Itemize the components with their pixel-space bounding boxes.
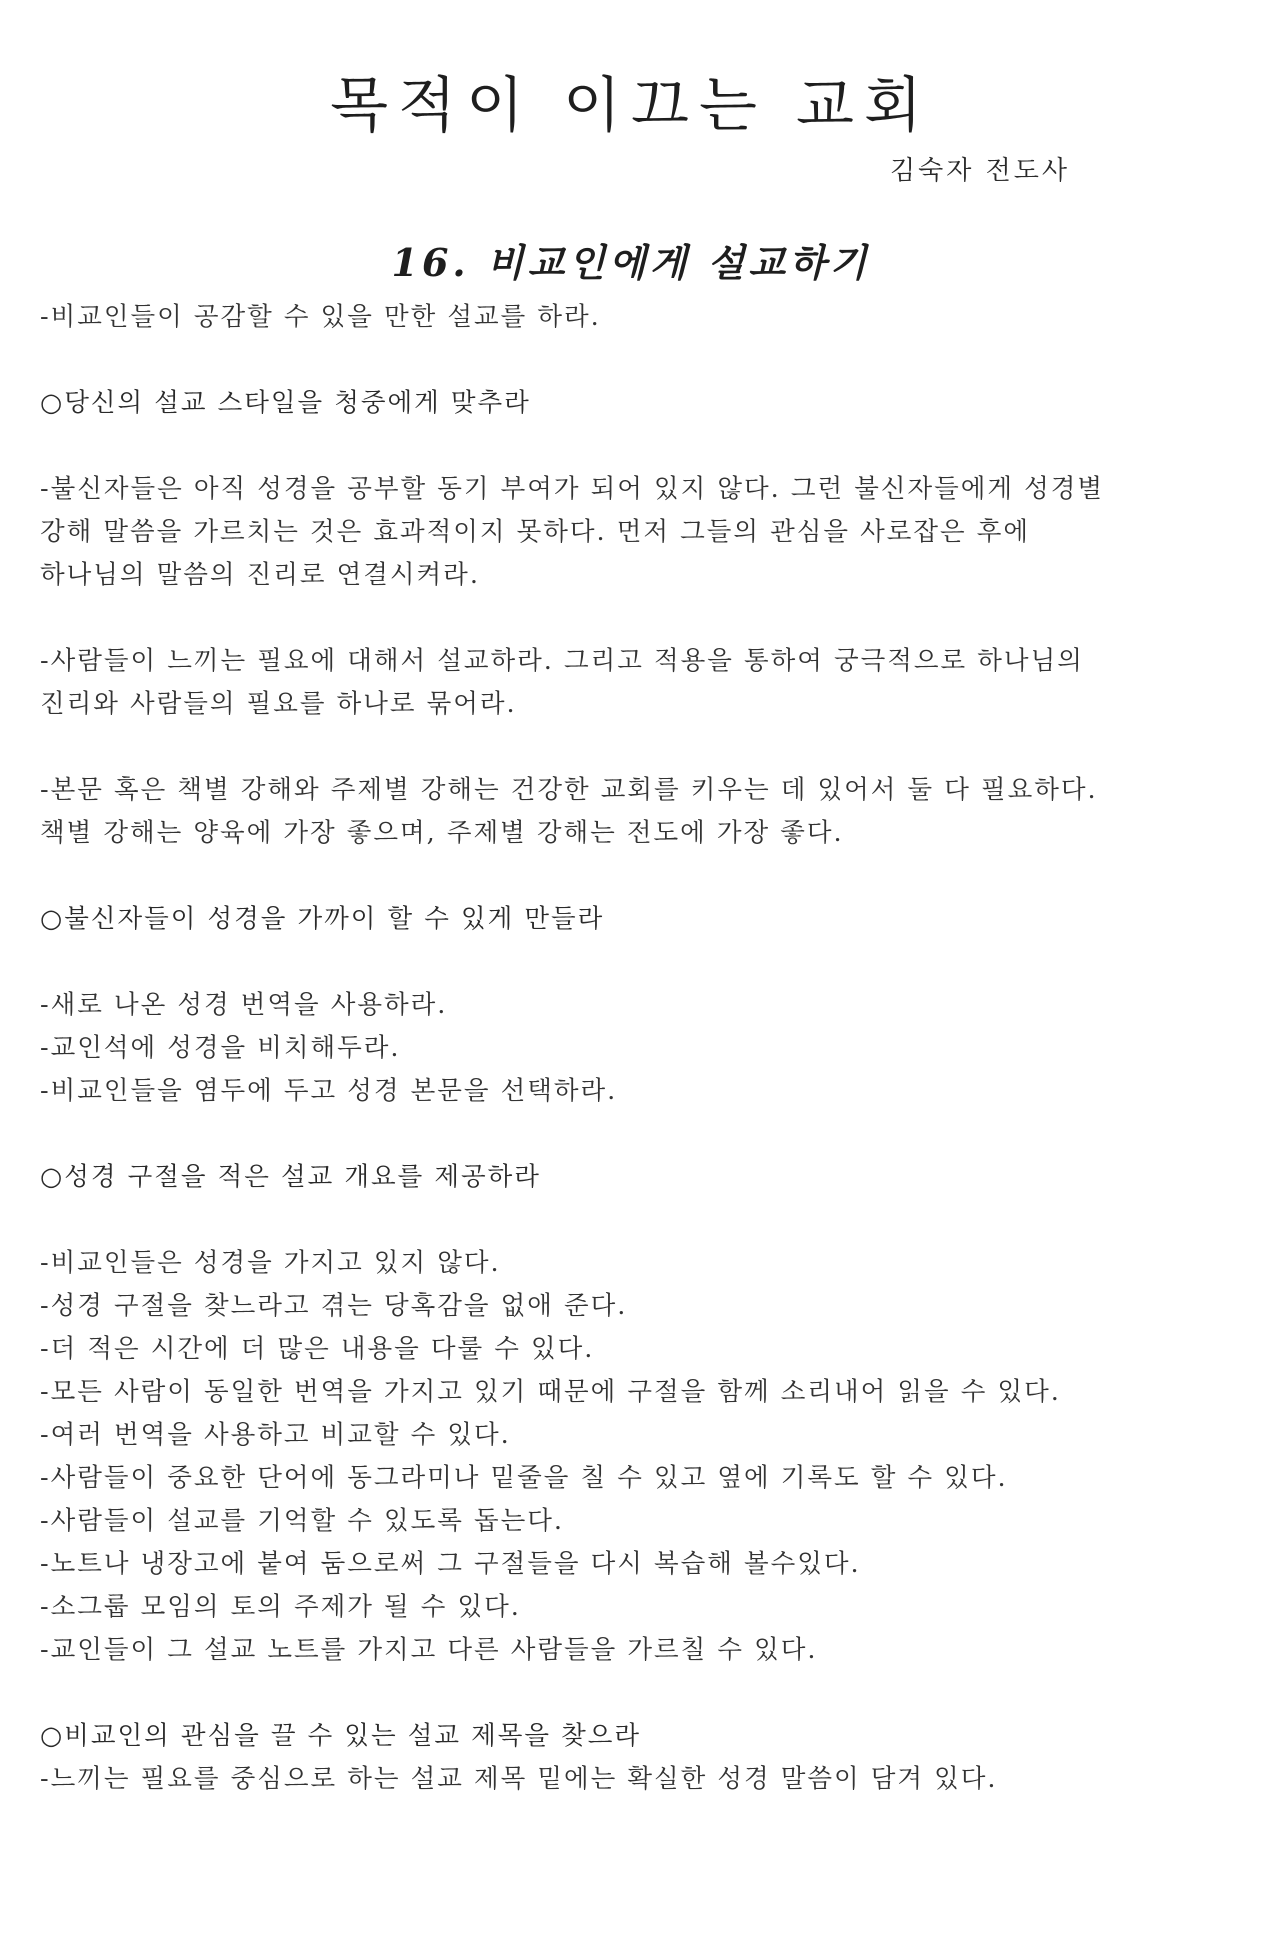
paragraph-gap xyxy=(40,339,1240,382)
body-line: -여러 번역을 사용하고 비교할 수 있다. xyxy=(40,1420,511,1450)
body-line: -느끼는 필요를 중심으로 하는 설교 제목 밑에는 확실한 성경 말씀이 담겨 있다. xyxy=(40,1764,998,1794)
subsection-heading: ○불신자들이 성경을 가까이 할 수 있게 만들라 xyxy=(40,904,605,934)
body-line: 진리와 사람들의 필요를 하나로 묶어라. xyxy=(40,689,517,719)
body-line: 책별 강해는 양육에 가장 좋으며, 주제별 강해는 전도에 가장 좋다. xyxy=(40,818,844,848)
author-name: 김숙자 전도사 xyxy=(890,156,1070,186)
body-line: -노트나 냉장고에 붙여 둠으로써 그 구절들을 다시 복습해 볼수있다. xyxy=(40,1549,861,1579)
subsection-heading: ○성경 구절을 적은 설교 개요를 제공하라 xyxy=(40,1162,541,1192)
paragraph-gap xyxy=(40,597,1240,640)
body-line: -사람들이 설교를 기억할 수 있도록 돕는다. xyxy=(40,1506,565,1536)
body-line: -비교인들이 공감할 수 있을 만한 설교를 하라. xyxy=(40,302,601,332)
body-line: -더 적은 시간에 더 많은 내용을 다룰 수 있다. xyxy=(40,1334,595,1364)
body-line: -비교인들을 염두에 두고 성경 본문을 선택하라. xyxy=(40,1076,618,1106)
body-line: -본문 혹은 책별 강해와 주제별 강해는 건강한 교회를 키우는 데 있어서 둘 다 필요하다. xyxy=(40,775,1098,805)
paragraph-gap xyxy=(40,425,1240,468)
body-line: -성경 구절을 찾느라고 겪는 당혹감을 없애 준다. xyxy=(40,1291,628,1321)
body-line: -사람들이 느끼는 필요에 대해서 설교하라. 그리고 적용을 통하여 궁극적으로 하나님의 xyxy=(40,646,1084,676)
body-line: -새로 나온 성경 번역을 사용하라. xyxy=(40,990,448,1020)
document-title: 목적이 이끄는 교회 xyxy=(330,71,932,141)
body-line: 하나님의 말씀의 진리로 연결시켜라. xyxy=(40,560,480,590)
subsection-heading: ○당신의 설교 스타일을 청중에게 맞추라 xyxy=(40,388,531,418)
section-title: 16. 비교인에게 설교하기 xyxy=(391,240,871,285)
document-body xyxy=(40,296,1240,1801)
body-line: -모든 사람이 동일한 번역을 가지고 있기 때문에 구절을 함께 소리내어 읽을 수 있다. xyxy=(40,1377,1061,1407)
body-line: -사람들이 중요한 단어에 동그라미나 밑줄을 칠 수 있고 옆에 기록도 할 수 있다. xyxy=(40,1463,1008,1493)
body-line: -교인석에 성경을 비치해두라. xyxy=(40,1033,401,1063)
paragraph-gap xyxy=(40,726,1240,769)
body-line: -불신자들은 아직 성경을 공부할 동기 부여가 되어 있지 않다. 그런 불신자들에게 성경별 xyxy=(40,474,1105,504)
paragraph-gap xyxy=(40,941,1240,984)
paragraph-gap xyxy=(40,1672,1240,1715)
body-line: -비교인들은 성경을 가지고 있지 않다. xyxy=(40,1248,501,1278)
paragraph-gap xyxy=(40,855,1240,898)
subsection-heading: ○비교인의 관심을 끌 수 있는 설교 제목을 찾으라 xyxy=(40,1721,642,1751)
body-line: -소그룹 모임의 토의 주제가 될 수 있다. xyxy=(40,1592,521,1622)
paragraph-gap xyxy=(40,1199,1240,1242)
body-line: 강해 말씀을 가르치는 것은 효과적이지 못하다. 먼저 그들의 관심을 사로잡은 후에 xyxy=(40,517,1031,547)
paragraph-gap xyxy=(40,1113,1240,1156)
body-line: -교인들이 그 설교 노트를 가지고 다른 사람들을 가르칠 수 있다. xyxy=(40,1635,818,1665)
